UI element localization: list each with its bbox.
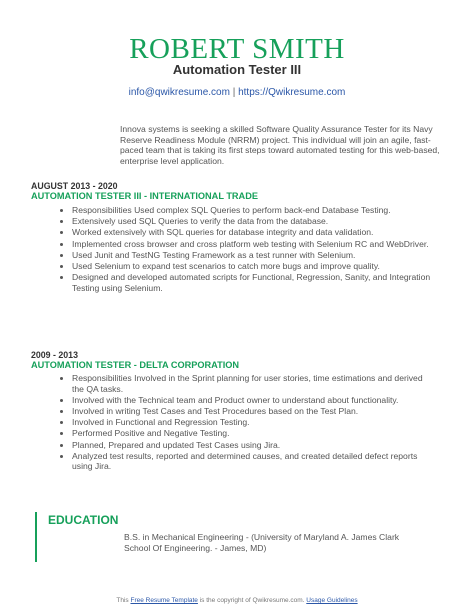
bullet-item: • Involved in Functional and Regression Testing. [72, 417, 432, 428]
experience-1-dates: AUGUST 2013 - 2020 [31, 181, 118, 191]
bullet-item: • Extensively used SQL Queries to verify the data from the database. [72, 216, 432, 227]
bullet-item: • Designed and developed automated scripts for Functional, Regression, Sanity, and Integration Testing using Selenium. [72, 272, 432, 293]
experience-2-role: AUTOMATION TESTER - DELTA CORPORATION [31, 360, 240, 370]
experience-2-bullets [60, 373, 432, 473]
experience-2-dates: 2009 - 2013 [31, 350, 78, 360]
experience-1-role: AUTOMATION TESTER III - INTERNATIONAL TRADE [31, 191, 258, 201]
email-link[interactable]: info@qwikresume.com [128, 87, 230, 98]
website-link[interactable]: https://Qwikresume.com [238, 87, 346, 98]
footer-text-1: This [116, 597, 131, 604]
education-entry: B.S. in Mechanical Engineering - (University of Maryland A. James Clark School Of Engineering. - James, MD) [124, 532, 400, 553]
free-resume-template-link[interactable]: Free Resume Template [130, 597, 198, 604]
bullet-item: • Involved in writing Test Cases and Test Procedures based on the Test Plan. [72, 406, 432, 417]
bullet-item: • Analyzed test results, reported and determined causes, and created detailed defect reports using Jira. [72, 451, 432, 472]
bullet-item: • Performed Positive and Negative Testing. [72, 428, 432, 439]
experience-1-bullets [60, 205, 432, 294]
bullet-item: • Responsibilities Involved in the Sprint planning for user stories, time estimations and derived the QA tasks. [72, 373, 432, 394]
usage-guidelines-link[interactable]: Usage Guidelines [306, 597, 358, 604]
bullet-item: • Worked extensively with SQL queries for database integrity and data validation. [72, 227, 432, 238]
education-rule [35, 512, 37, 562]
bullet-item: • Involved with the Technical team and Product owner to understand about functionality. [72, 395, 432, 406]
summary-text: Innova systems is seeking a skilled Software Quality Assurance Tester for its Navy Reserve Readiness Module (NRRM) project. This individual will join an agile, fast-paced team that is taking its first steps toward automated testing for this web-based, enterprise level application. [120, 124, 440, 166]
bullet-item: • Used Selenium to expand test scenarios to catch more bugs and improve quality. [72, 261, 432, 272]
footer [0, 597, 474, 604]
job-title: Automation Tester III [172, 62, 302, 77]
resume-name: ROBERT SMITH [129, 33, 345, 65]
bullet-item: • Responsibilities Used complex SQL Queries to perform back-end Database Testing. [72, 205, 432, 216]
bullet-item: • Used Junit and TestNG Testing Framework as a test runner with Selenium. [72, 250, 432, 261]
bullet-item: • Implemented cross browser and cross platform web testing with Selenium RC and WebDriver. [72, 239, 432, 250]
contact-separator: | [232, 87, 236, 98]
contact-line [0, 87, 474, 98]
bullet-item: • Planned, Prepared and updated Test Cases using Jira. [72, 440, 432, 451]
education-heading: EDUCATION [48, 513, 119, 527]
footer-text-2: is the copyright of Qwikresume.com. [197, 597, 307, 604]
